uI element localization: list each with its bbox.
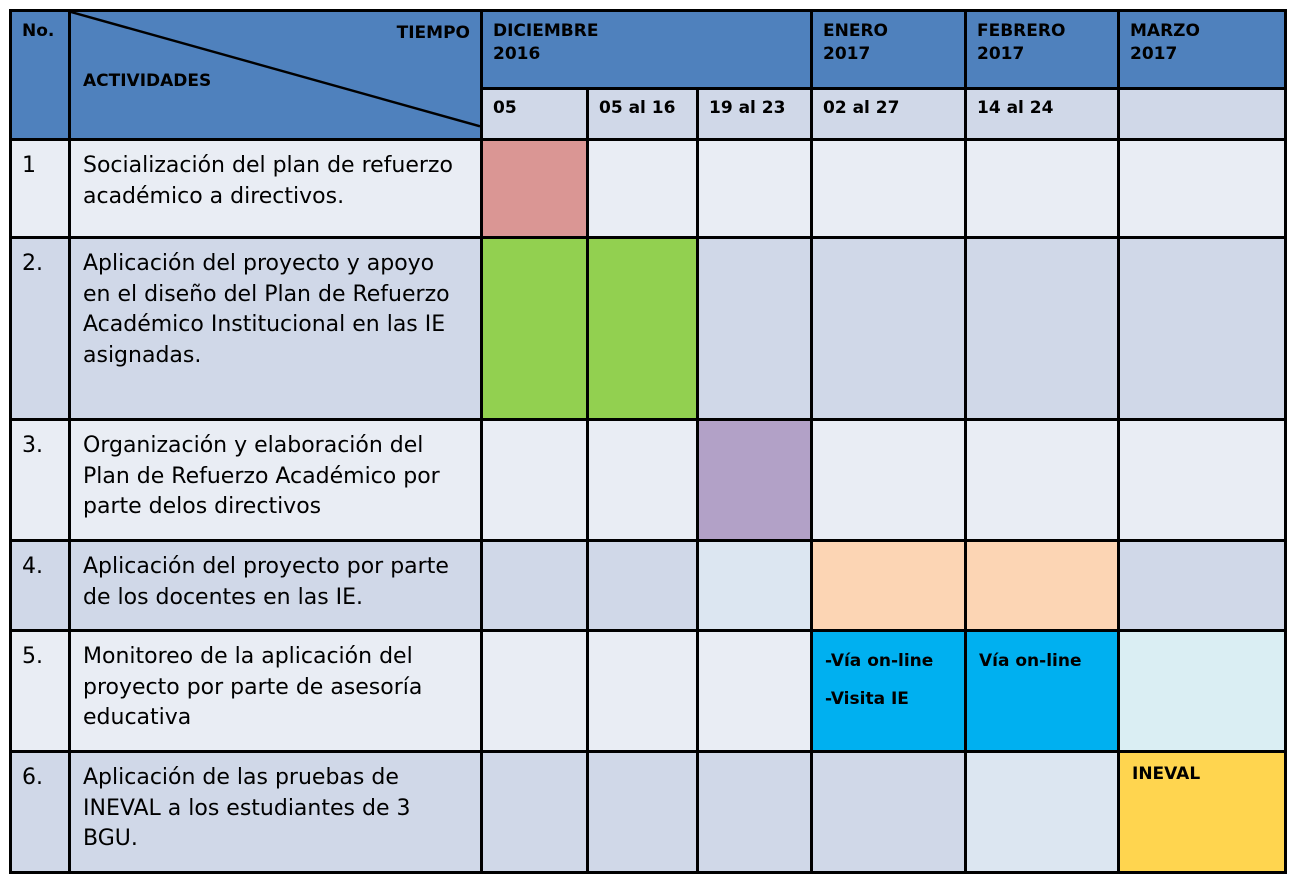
period-cell: 02 al 27 [812, 89, 966, 140]
schedule-cell-note: -Vía on-line -Visita IE [812, 631, 966, 752]
row-number: 1 [11, 140, 70, 238]
table-row [11, 752, 1286, 873]
schedule-cell [698, 541, 812, 631]
activity-description: Organización y elaboración del Plan de Refuerzo Académico por parte delos directivos [70, 420, 482, 541]
schedule-cell [698, 631, 812, 752]
schedule-cell [698, 238, 812, 420]
schedule-cell [966, 420, 1119, 541]
schedule-cell [588, 140, 698, 238]
period-cell: 19 al 23 [698, 89, 812, 140]
month-label: DICIEMBRE 2016 [493, 21, 599, 64]
activity-description: Monitoreo de la aplicación del proyecto por parte de asesoría educativa [70, 631, 482, 752]
table-row [11, 541, 1286, 631]
schedule-cell [698, 420, 812, 541]
period-cell: 14 al 24 [966, 89, 1119, 140]
schedule-cell [588, 541, 698, 631]
month-label: ENERO 2017 [823, 21, 888, 64]
header-month-enero [812, 11, 966, 89]
header-month-febrero [966, 11, 1119, 89]
schedule-cell [1119, 420, 1286, 541]
table-row [11, 238, 1286, 420]
schedule-cell [588, 631, 698, 752]
schedule-cell [1119, 238, 1286, 420]
schedule-cell [812, 541, 966, 631]
schedule-cell [812, 420, 966, 541]
schedule-cell [588, 420, 698, 541]
schedule-cell [482, 238, 588, 420]
schedule-cell [1119, 140, 1286, 238]
period-cell [1119, 89, 1286, 140]
header-month-marzo [1119, 11, 1286, 89]
schedule-cell [588, 238, 698, 420]
table-row [11, 140, 1286, 238]
period-cell: 05 al 16 [588, 89, 698, 140]
schedule-cell-note: Vía on-line [966, 631, 1119, 752]
header-tiempo: TIEMPO [396, 23, 470, 43]
schedule-cell [482, 541, 588, 631]
activity-description: Aplicación del proyecto por parte de los docentes en las IE. [70, 541, 482, 631]
period-cell: 05 [482, 89, 588, 140]
header-month-diciembre [482, 11, 812, 89]
header-row-months [11, 11, 1286, 89]
row-number: 2. [11, 238, 70, 420]
row-number: 5. [11, 631, 70, 752]
schedule-cell [482, 140, 588, 238]
schedule-cell [812, 752, 966, 873]
schedule-cell [482, 631, 588, 752]
table-row [11, 631, 1286, 752]
schedule-cell-note: INEVAL [1119, 752, 1286, 873]
month-label: MARZO 2017 [1130, 21, 1200, 64]
schedule-cell [1119, 541, 1286, 631]
schedule-cell [1119, 631, 1286, 752]
schedule-cell [966, 238, 1119, 420]
schedule-cell [482, 420, 588, 541]
schedule-table [9, 9, 1287, 874]
header-no: No. [11, 11, 70, 140]
schedule-cell [588, 752, 698, 873]
schedule-cell [698, 140, 812, 238]
schedule-cell [966, 541, 1119, 631]
schedule-cell [698, 752, 812, 873]
schedule-cell [482, 752, 588, 873]
row-number: 6. [11, 752, 70, 873]
row-number: 3. [11, 420, 70, 541]
header-actividades: ACTIVIDADES [83, 71, 212, 91]
schedule-cell [812, 140, 966, 238]
header-diagonal-cell [70, 11, 482, 140]
activity-description: Aplicación del proyecto y apoyo en el diseño del Plan de Refuerzo Académico Institucional en las IE asignadas. [70, 238, 482, 420]
schedule-cell [966, 140, 1119, 238]
row-number: 4. [11, 541, 70, 631]
activity-description: Socialización del plan de refuerzo académico a directivos. [70, 140, 482, 238]
schedule-cell [966, 752, 1119, 873]
month-label: FEBRERO 2017 [977, 21, 1066, 64]
activity-description: Aplicación de las pruebas de INEVAL a los estudiantes de 3 BGU. [70, 752, 482, 873]
schedule-cell [812, 238, 966, 420]
table-row [11, 420, 1286, 541]
